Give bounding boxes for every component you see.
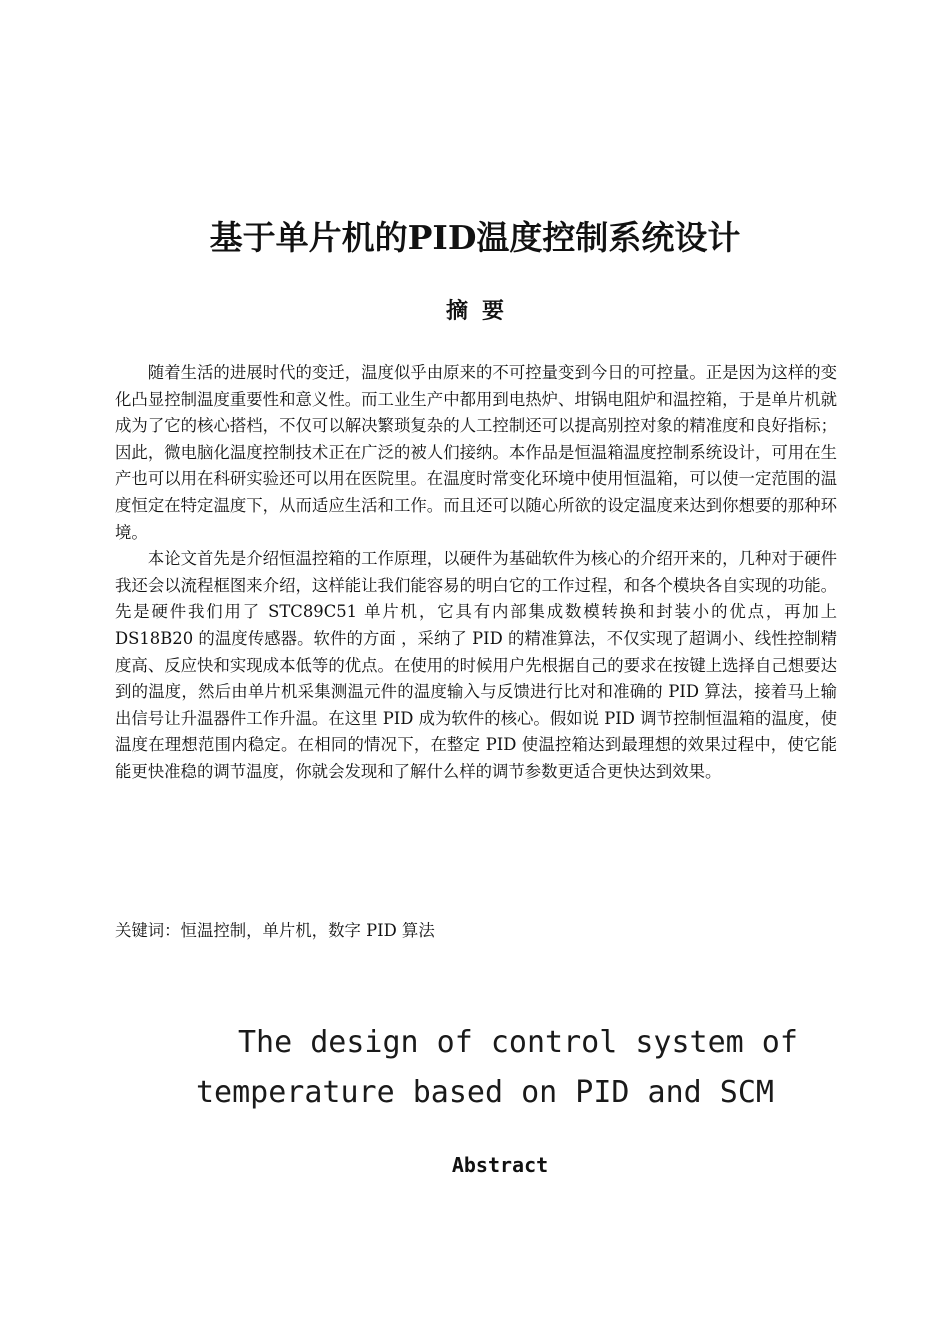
title-english-line-1: The design of control system of	[238, 1025, 798, 1060]
abstract-paragraph-2: 本论文首先是介绍恒温控箱的工作原理，以硬件为基础软件为核心的介绍开来的，几种对于硬件我还会以流程框图来介绍，这样能让我们能容易的明白它的工作过程，和各个模块各自实现的功能。先是硬件我们用了 STC89C51 单片机，它具有内部集成数模转换和封装小的优点，再加上 DS18B20 的温度传感器。软件的方面 ，采纳了 PID 的精准算法，不仅实现了超调小、线性控制精度高、反应快和实现成本低等的优点。在使用的时候用户先根据自己的要求在按键上选择自己想要达到的温度，然后由单片机采集测温元件的温度输入与反馈进行比对和准确的 PID 算法，接着马上输出信号让升温器件工作升温。在这里 PID 成为软件的核心。假如说 PID 调节控制恒温箱的温度，使温度在理想范围内稳定。在相同的情况下，在整定 PID 使温控箱达到最理想的效果过程中，使它能能更快准稳的调节温度，你就会发现和了解什么样的调节参数更适合更快达到效果。	[115, 549, 837, 781]
abstract-paragraph-1: 随着生活的进展时代的变迁，温度似乎由原来的不可控量变到今日的可控量。正是因为这样的变化凸显控制温度重要性和意义性。而工业生产中都用到电热炉、坩锅电阻炉和温控箱，于是单片机就成为了它的核心搭档，不仅可以解决繁琐复杂的人工控制还可以提高别控对象的精准度和良好指标；因此，微电脑化温度控制技术正在广泛的被人们接纳。本作品是恒温箱温度控制系统设计，可用在生产也可以用在科研实验还可以用在医院里。在温度时常变化环境中使用恒温箱，可以使一定范围的温度恒定在特定温度下，从而适应生活和工作。而且还可以随心所欲的设定温度来达到你想要的那种环境。	[115, 363, 837, 542]
abstract-heading-chinese	[0, 293, 950, 329]
title-english-line-2: temperature based on PID and SCM	[196, 1075, 774, 1110]
document-title-english	[180, 1018, 800, 1118]
abstract-heading-english: Abstract	[451, 1153, 549, 1177]
document-title-chinese: 基于单片机的PID温度控制系统设计	[209, 218, 741, 257]
keywords-line: 关键词：恒温控制，单片机，数字 PID 算法	[115, 921, 435, 940]
abstract-body-chinese	[115, 360, 837, 786]
abstract-heading-char-2: 要	[482, 298, 505, 324]
abstract-heading-char-1: 摘	[445, 298, 468, 324]
